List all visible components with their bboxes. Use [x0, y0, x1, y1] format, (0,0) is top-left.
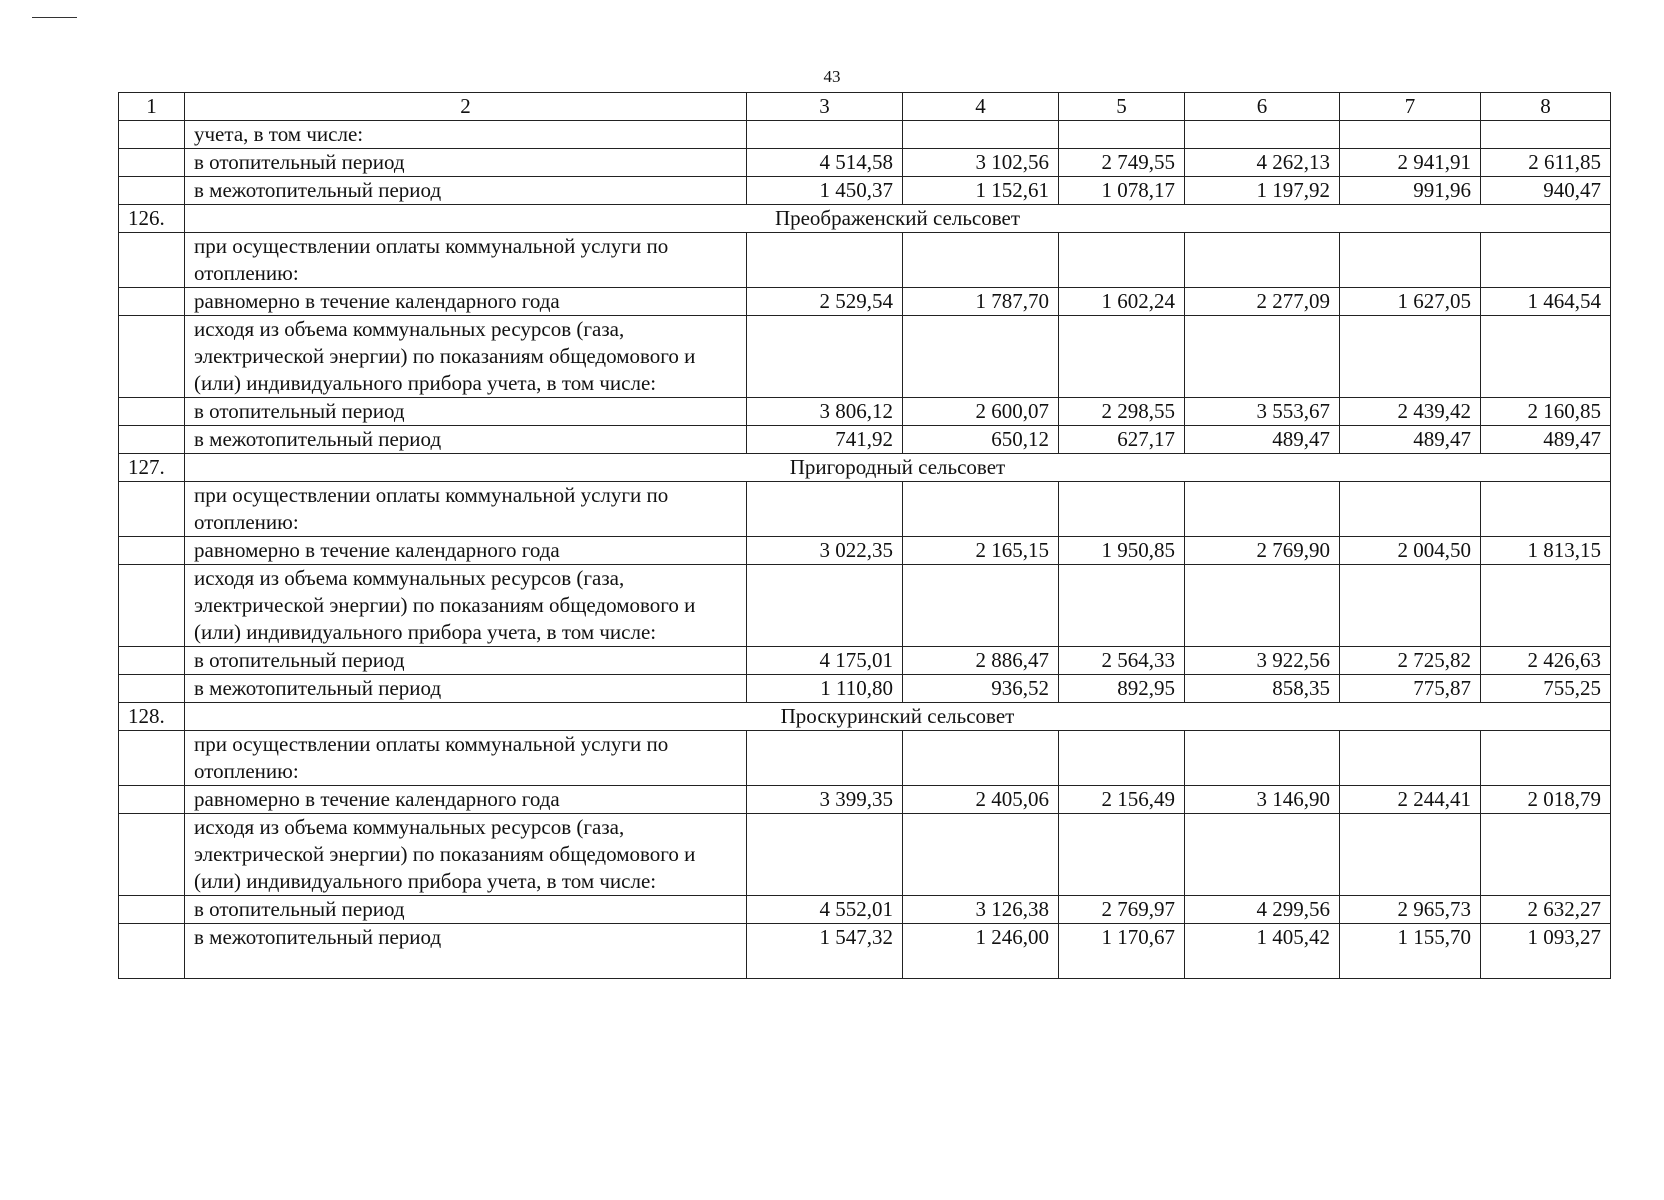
value-cell: 2 611,85	[1481, 149, 1611, 177]
value-cell: 2 965,73	[1340, 896, 1481, 924]
row-number-cell	[119, 121, 185, 149]
value-cell	[1340, 565, 1481, 647]
value-cell: 4 514,58	[747, 149, 903, 177]
value-cell	[903, 233, 1059, 288]
value-cell	[747, 482, 903, 537]
row-label: при осуществлении оплаты коммунальной услуги по отоплению:	[185, 233, 747, 288]
row-label: исходя из объема коммунальных ресурсов (газа, электрической энергии) по показаниям общедомового и (или) индивидуального прибора учета, в том числе:	[185, 814, 747, 896]
value-cell: 3 022,35	[747, 537, 903, 565]
value-cell: 1 950,85	[1059, 537, 1185, 565]
value-cell: 489,47	[1340, 426, 1481, 454]
value-cell: 3 806,12	[747, 398, 903, 426]
table-row	[119, 482, 1611, 537]
value-cell	[1481, 731, 1611, 786]
value-cell	[1059, 121, 1185, 149]
value-cell	[903, 565, 1059, 647]
value-cell	[1059, 565, 1185, 647]
column-header: 4	[903, 93, 1059, 121]
section-name: Преображенский сельсовет	[185, 205, 1611, 233]
value-cell	[1340, 731, 1481, 786]
value-cell: 775,87	[1340, 675, 1481, 703]
page-number: 43	[823, 67, 841, 86]
table-body	[119, 93, 1611, 979]
column-number-row	[119, 93, 1611, 121]
value-cell	[1185, 482, 1340, 537]
value-cell: 1 152,61	[903, 177, 1059, 205]
table-row	[119, 565, 1611, 647]
row-number-cell	[119, 149, 185, 177]
value-cell: 4 552,01	[747, 896, 903, 924]
column-header: 1	[119, 93, 185, 121]
value-cell: 3 126,38	[903, 896, 1059, 924]
value-cell	[1481, 565, 1611, 647]
row-number-cell	[119, 177, 185, 205]
value-cell: 2 405,06	[903, 786, 1059, 814]
value-cell	[747, 233, 903, 288]
value-cell: 2 018,79	[1481, 786, 1611, 814]
value-cell: 2 769,97	[1059, 896, 1185, 924]
value-cell: 1 110,80	[747, 675, 903, 703]
value-cell: 2 160,85	[1481, 398, 1611, 426]
row-label: в отопительный период	[185, 398, 747, 426]
value-cell: 1 155,70	[1340, 924, 1481, 979]
row-number-cell	[119, 482, 185, 537]
table-row	[119, 177, 1611, 205]
value-cell	[1185, 316, 1340, 398]
value-cell	[1481, 482, 1611, 537]
value-cell	[1059, 482, 1185, 537]
value-cell: 3 553,67	[1185, 398, 1340, 426]
value-cell: 2 156,49	[1059, 786, 1185, 814]
row-label: в отопительный период	[185, 896, 747, 924]
row-label: в отопительный период	[185, 149, 747, 177]
table-row	[119, 233, 1611, 288]
table-row	[119, 731, 1611, 786]
value-cell	[903, 482, 1059, 537]
value-cell: 2 426,63	[1481, 647, 1611, 675]
row-number-cell	[119, 565, 185, 647]
value-cell: 1 093,27	[1481, 924, 1611, 979]
row-number-cell	[119, 924, 185, 979]
value-cell: 991,96	[1340, 177, 1481, 205]
value-cell	[1059, 233, 1185, 288]
section-row	[119, 703, 1611, 731]
value-cell: 2 769,90	[1185, 537, 1340, 565]
value-cell: 2 298,55	[1059, 398, 1185, 426]
row-number-cell	[119, 233, 185, 288]
row-label: в межотопительный период	[185, 177, 747, 205]
value-cell: 2 632,27	[1481, 896, 1611, 924]
value-cell	[1059, 731, 1185, 786]
value-cell	[747, 565, 903, 647]
value-cell: 2 165,15	[903, 537, 1059, 565]
row-number-cell	[119, 896, 185, 924]
value-cell: 1 246,00	[903, 924, 1059, 979]
column-header: 6	[1185, 93, 1340, 121]
value-cell	[1340, 482, 1481, 537]
value-cell: 2 941,91	[1340, 149, 1481, 177]
value-cell: 1 547,32	[747, 924, 903, 979]
row-label: равномерно в течение календарного года	[185, 786, 747, 814]
value-cell	[1481, 814, 1611, 896]
value-cell: 4 299,56	[1185, 896, 1340, 924]
value-cell: 1 405,42	[1185, 924, 1340, 979]
column-header: 5	[1059, 93, 1185, 121]
top-rule	[32, 17, 77, 18]
value-cell	[1481, 121, 1611, 149]
table-row	[119, 121, 1611, 149]
value-cell: 2 886,47	[903, 647, 1059, 675]
value-cell: 1 813,15	[1481, 537, 1611, 565]
value-cell	[1185, 565, 1340, 647]
tariff-table	[118, 92, 1611, 979]
value-cell: 2 529,54	[747, 288, 903, 316]
value-cell: 4 175,01	[747, 647, 903, 675]
value-cell: 892,95	[1059, 675, 1185, 703]
row-number-cell	[119, 537, 185, 565]
table-row	[119, 675, 1611, 703]
value-cell	[1185, 814, 1340, 896]
value-cell: 1 464,54	[1481, 288, 1611, 316]
table-row	[119, 398, 1611, 426]
value-cell	[1481, 316, 1611, 398]
value-cell: 3 102,56	[903, 149, 1059, 177]
column-header: 2	[185, 93, 747, 121]
row-number-cell	[119, 786, 185, 814]
section-name: Проскуринский сельсовет	[185, 703, 1611, 731]
value-cell: 936,52	[903, 675, 1059, 703]
value-cell: 489,47	[1481, 426, 1611, 454]
table-row	[119, 786, 1611, 814]
value-cell: 1 078,17	[1059, 177, 1185, 205]
value-cell	[903, 731, 1059, 786]
value-cell	[1340, 121, 1481, 149]
column-header: 7	[1340, 93, 1481, 121]
value-cell: 1 602,24	[1059, 288, 1185, 316]
value-cell	[1340, 316, 1481, 398]
column-header: 8	[1481, 93, 1611, 121]
value-cell: 627,17	[1059, 426, 1185, 454]
value-cell: 755,25	[1481, 675, 1611, 703]
table-row	[119, 924, 1611, 979]
value-cell: 2 004,50	[1340, 537, 1481, 565]
row-label: при осуществлении оплаты коммунальной услуги по отоплению:	[185, 482, 747, 537]
value-cell	[747, 814, 903, 896]
row-number-cell	[119, 288, 185, 316]
value-cell	[1185, 233, 1340, 288]
row-label: в межотопительный период	[185, 924, 747, 979]
row-label: исходя из объема коммунальных ресурсов (газа, электрической энергии) по показаниям общедомового и (или) индивидуального прибора учета, в том числе:	[185, 565, 747, 647]
value-cell	[1185, 121, 1340, 149]
value-cell	[1340, 233, 1481, 288]
value-cell: 3 146,90	[1185, 786, 1340, 814]
value-cell: 2 439,42	[1340, 398, 1481, 426]
row-number-cell	[119, 398, 185, 426]
row-label: при осуществлении оплаты коммунальной услуги по отоплению:	[185, 731, 747, 786]
table-row	[119, 537, 1611, 565]
row-label: равномерно в течение календарного года	[185, 537, 747, 565]
row-number-cell	[119, 814, 185, 896]
value-cell: 2 749,55	[1059, 149, 1185, 177]
table-row	[119, 149, 1611, 177]
row-label: исходя из объема коммунальных ресурсов (газа, электрической энергии) по показаниям общедомового и (или) индивидуального прибора учета, в том числе:	[185, 316, 747, 398]
value-cell	[1059, 814, 1185, 896]
value-cell	[747, 731, 903, 786]
value-cell	[903, 121, 1059, 149]
value-cell: 1 170,67	[1059, 924, 1185, 979]
value-cell: 1 787,70	[903, 288, 1059, 316]
row-number-cell	[119, 316, 185, 398]
value-cell: 1 197,92	[1185, 177, 1340, 205]
column-header: 3	[747, 93, 903, 121]
value-cell: 858,35	[1185, 675, 1340, 703]
value-cell	[747, 316, 903, 398]
section-number: 128.	[119, 703, 185, 731]
section-row	[119, 454, 1611, 482]
value-cell	[1185, 731, 1340, 786]
table-row	[119, 896, 1611, 924]
value-cell: 1 450,37	[747, 177, 903, 205]
value-cell: 2 725,82	[1340, 647, 1481, 675]
value-cell: 2 600,07	[903, 398, 1059, 426]
value-cell	[1059, 316, 1185, 398]
value-cell: 940,47	[1481, 177, 1611, 205]
row-label: в межотопительный период	[185, 426, 747, 454]
value-cell	[903, 814, 1059, 896]
table-row	[119, 288, 1611, 316]
value-cell: 489,47	[1185, 426, 1340, 454]
row-label: в межотопительный период	[185, 675, 747, 703]
row-label: учета, в том числе:	[185, 121, 747, 149]
row-number-cell	[119, 675, 185, 703]
row-label: в отопительный период	[185, 647, 747, 675]
row-label: равномерно в течение календарного года	[185, 288, 747, 316]
row-number-cell	[119, 731, 185, 786]
value-cell: 650,12	[903, 426, 1059, 454]
value-cell: 2 564,33	[1059, 647, 1185, 675]
row-number-cell	[119, 426, 185, 454]
value-cell: 4 262,13	[1185, 149, 1340, 177]
value-cell: 2 277,09	[1185, 288, 1340, 316]
section-number: 127.	[119, 454, 185, 482]
section-name: Пригородный сельсовет	[185, 454, 1611, 482]
value-cell: 2 244,41	[1340, 786, 1481, 814]
value-cell: 3 922,56	[1185, 647, 1340, 675]
section-row	[119, 205, 1611, 233]
table-row	[119, 316, 1611, 398]
value-cell: 3 399,35	[747, 786, 903, 814]
table-row	[119, 426, 1611, 454]
section-number: 126.	[119, 205, 185, 233]
value-cell: 1 627,05	[1340, 288, 1481, 316]
table-row	[119, 814, 1611, 896]
row-number-cell	[119, 647, 185, 675]
value-cell	[747, 121, 903, 149]
table-row	[119, 647, 1611, 675]
value-cell: 741,92	[747, 426, 903, 454]
value-cell	[903, 316, 1059, 398]
value-cell	[1340, 814, 1481, 896]
value-cell	[1481, 233, 1611, 288]
